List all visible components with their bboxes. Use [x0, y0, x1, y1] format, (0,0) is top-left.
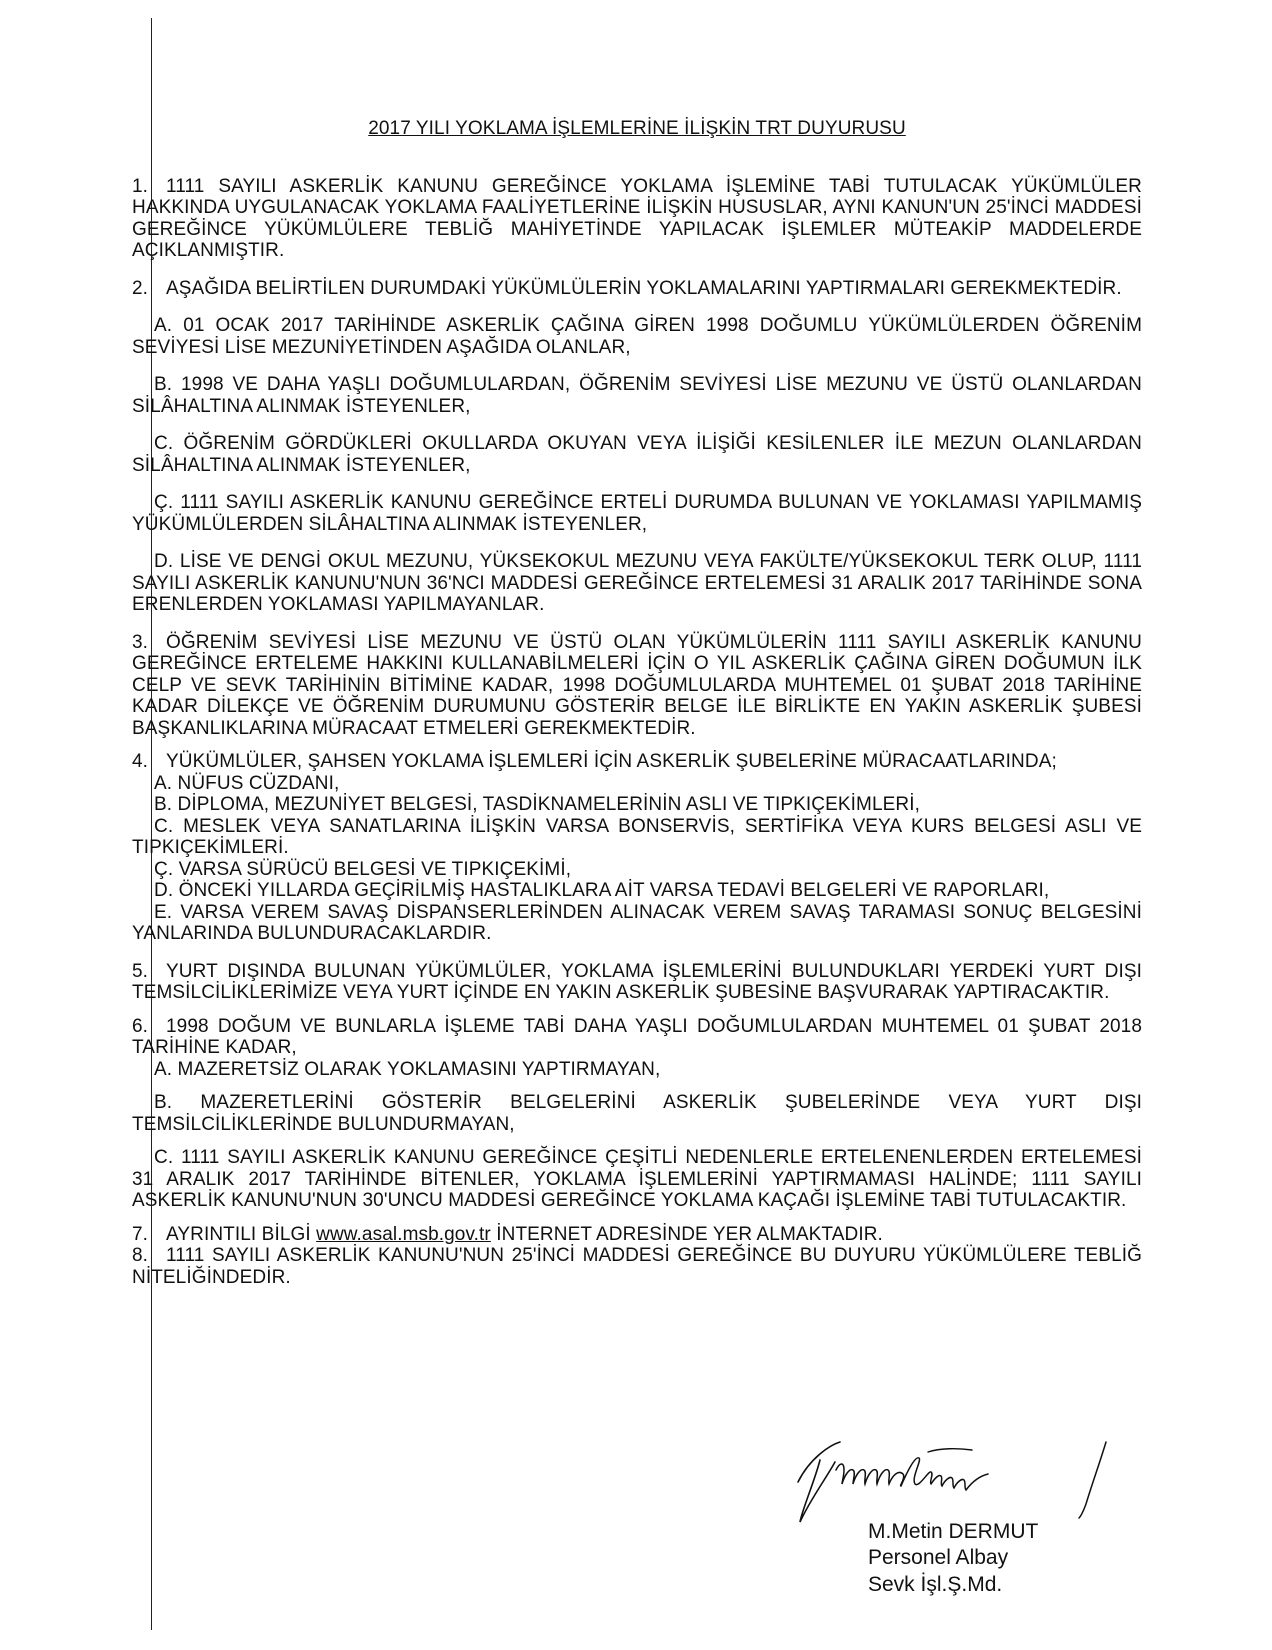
- paragraph-text: ÖĞRENİM SEVİYESİ LİSE MEZUNU VE ÜSTÜ OLAN YÜKÜMLÜLERİN 1111 SAYILI ASKERLİK KANUNU GEREĞİNCE ERTELEME HAKKINI KULLANABİLMELERİ İÇİN O YIL ASKERLİK ÇAĞINA GİREN DOĞUMUN İLK CELP VE SEVK TARİHİNİN BİTİMİNE KADAR, 1998 DOĞUMLULARDA MUHTEMEL 01 ŞUBAT 2018 TARİHİNE KADAR DİLEKÇE VE ÖĞRENİM DURUMUNU GÖSTERİR BELGE İLE BİRLİKTE EN YAKIN ASKERLİK ŞUBESİ BAŞKANLIKLARINA MÜRACAAT ETMELERİ GEREKMEKTEDİR.: [132, 631, 1142, 739]
- paragraph-text: YURT DIŞINDA BULUNAN YÜKÜMLÜLER, YOKLAMA İŞLEMLERİNİ BULUNDUKLARI YERDEKİ YURT DIŞI TEMSİLCİLİKLERİMİZE VEYA YURT İÇİNDE EN YAKIN ASKERLİK ŞUBESİNE BAŞVURARAK YAPTIRACAKTIR.: [132, 960, 1142, 1003]
- paragraph-number: 6.: [132, 1015, 149, 1037]
- paragraph-2-b: B. 1998 VE DAHA YAŞLI DOĞUMLULARDAN, ÖĞRENİM SEVİYESİ LİSE MEZUNU VE ÜSTÜ OLANLARDAN SİLÂHALTINA ALINMAK İSTEYENLER,: [132, 374, 1142, 417]
- paragraph-6-b: B. MAZERETLERİNİ GÖSTERİR BELGELERİNİ ASKERLİK ŞUBELERİNDE VEYA YURT DIŞI TEMSİLCİLİKLERİNDE BULUNDURMAYAN,: [132, 1092, 1142, 1135]
- paragraph-2-c: C. ÖĞRENİM GÖRDÜKLERİ OKULLARDA OKUYAN VEYA İLİŞİĞİ KESİLENLER İLE MEZUN OLANLARDAN SİLÂHALTINA ALINMAK İSTEYENLER,: [132, 433, 1142, 476]
- paragraph-4-c: C. MESLEK VEYA SANATLARINA İLİŞKİN VARSA BONSERVİS, SERTİFİKA VEYA KURS BELGESİ ASLI VE TIPKIÇEKİMLERİ.: [132, 815, 1142, 858]
- paragraph-text: AYRINTILI BİLGİ: [166, 1223, 311, 1245]
- signature-block: [780, 1440, 1160, 1640]
- paragraph-4: [132, 751, 1142, 773]
- paragraph-2: [132, 278, 1142, 300]
- paragraph-number: 5.: [132, 960, 149, 982]
- paragraph-7: [132, 1224, 1142, 1246]
- paragraph-4-e: E. VARSA VEREM SAVAŞ DİSPANSERLERİNDEN ALINACAK VEREM SAVAŞ TARAMASI SONUÇ BELGESİNİ YANLARINDA BULUNDURACAKLARDIR.: [132, 901, 1142, 944]
- paragraph-6: [132, 1016, 1142, 1059]
- signatory-name: M.Metin DERMUT: [868, 1520, 1039, 1543]
- paragraph-2-cc: Ç. 1111 SAYILI ASKERLİK KANUNU GEREĞİNCE ERTELİ DURUMDA BULUNAN VE YOKLAMASI YAPILMAMIŞ YÜKÜMLÜLERDEN SİLÂHALTINA ALINMAK İSTEYENLER,: [132, 492, 1142, 535]
- paragraph-text: 1111 SAYILI ASKERLİK KANUNU GEREĞİNCE YOKLAMA İŞLEMİNE TABİ TUTULACAK YÜKÜMLÜLER HAKKINDA UYGULANACAK YOKLAMA FAALİYETLERİNE İLİŞKİN HUSUSLAR, AYNI KANUN'UN 25'İNCİ MADDESİ GEREĞİNCE YÜKÜMLÜLERE TEBLİĞ MAHİYETİNDE YAPILACAK İŞLEMLER MÜTEAKİP MADDELERDE AÇIKLANMIŞTIR.: [132, 175, 1142, 261]
- paragraph-2-a: A. 01 OCAK 2017 TARİHİNDE ASKERLİK ÇAĞINA GİREN 1998 DOĞUMLU YÜKÜMLÜLERDEN ÖĞRENİM SEVİYESİ LİSE MEZUNİYETİNDEN AŞAĞIDA OLANLAR,: [132, 315, 1142, 358]
- paragraph-2-d: D. LİSE VE DENGİ OKUL MEZUNU, YÜKSEKOKUL MEZUNU VEYA FAKÜLTE/YÜKSEKOKUL TERK OLUP, 1111 SAYILI ASKERLİK KANUNU'NUN 36'NCI MADDESİ GEREĞİNCE ERTELEMESİ 31 ARALIK 2017 TARİHİNDE SONA ERENLERDEN YOKLAMASI YAPILMAYANLAR.: [132, 551, 1142, 615]
- paragraph-text: 1111 SAYILI ASKERLİK KANUNU'NUN 25'İNCİ MADDESİ GEREĞİNCE BU DUYURU YÜKÜMLÜLERE TEBLİĞ NİTELİĞİNDEDİR.: [132, 1245, 1142, 1288]
- paragraph-6-a: A. MAZERETSİZ OLARAK YOKLAMASINI YAPTIRMAYAN,: [154, 1058, 661, 1080]
- paragraph-5: [132, 961, 1142, 1004]
- paragraph-number: 3.: [132, 631, 149, 653]
- paragraph-1: [132, 176, 1142, 262]
- paragraph-number: 1.: [132, 175, 149, 197]
- paragraph-4-a: A. NÜFUS CÜZDANI,: [154, 772, 340, 794]
- paragraph-number: 8.: [132, 1245, 149, 1266]
- paragraph-4-cc: Ç. VARSA SÜRÜCÜ BELGESİ VE TIPKIÇEKİMİ,: [154, 858, 572, 880]
- signatory-unit: Sevk İşl.Ş.Md.: [868, 1573, 1003, 1596]
- announcement-body: [132, 118, 1142, 1288]
- paragraph-8: [132, 1245, 1142, 1288]
- paragraph-4-b: B. DİPLOMA, MEZUNİYET BELGESİ, TASDİKNAMELERİNİN ASLI VE TIPKIÇEKİMLERİ,: [154, 794, 921, 815]
- paragraph-text: YÜKÜMLÜLER, ŞAHSEN YOKLAMA İŞLEMLERİ İÇİN ASKERLİK ŞUBELERİNE MÜRACAATLARINDA;: [166, 751, 1057, 772]
- paragraph-6-c: C. 1111 SAYILI ASKERLİK KANUNU GEREĞİNCE ÇEŞİTLİ NEDENLERLE ERTELENENLERDEN ERTELEMESİ 31 ARALIK 2017 TARİHİNDE BİTENLER, YOKLAMA İŞLEMLERİNİ YAPTIRMAMASI HALİNDE; 1111 SAYILI ASKERLİK KANUNU'NUN 30'UNCU MADDESİ GEREĞİNCE YOKLAMA KAÇAĞI İŞLEMİNE TABİ TUTULACAKTIR.: [132, 1147, 1142, 1211]
- paragraph-text: 1998 DOĞUM VE BUNLARLA İŞLEME TABİ DAHA YAŞLI DOĞUMLULARDAN MUHTEMEL 01 ŞUBAT 2018 TARİHİNE KADAR,: [132, 1015, 1142, 1058]
- paragraph-number: 2.: [132, 277, 149, 299]
- paragraph-number: 7.: [132, 1223, 149, 1245]
- document-title: 2017 YILI YOKLAMA İŞLEMLERİNE İLİŞKİN TRT DUYURUSU: [368, 118, 906, 139]
- paragraph-text: İNTERNET ADRESİNDE YER ALMAKTADIR.: [496, 1223, 883, 1245]
- website-link[interactable]: www.asal.msb.gov.tr: [316, 1223, 491, 1245]
- paragraph-text: AŞAĞIDA BELİRTİLEN DURUMDAKİ YÜKÜMLÜLERİN YOKLAMALARINI YAPTIRMALARI GEREKMEKTEDİR.: [166, 277, 1122, 299]
- signatory-rank: Personel Albay: [868, 1546, 1009, 1569]
- paragraph-number: 4.: [132, 751, 149, 772]
- paragraph-3: [132, 632, 1142, 740]
- paragraph-4-d: D. ÖNCEKİ YILLARDA GEÇİRİLMİŞ HASTALIKLARA AİT VARSA TEDAVİ BELGELERİ VE RAPORLARI,: [154, 880, 1050, 901]
